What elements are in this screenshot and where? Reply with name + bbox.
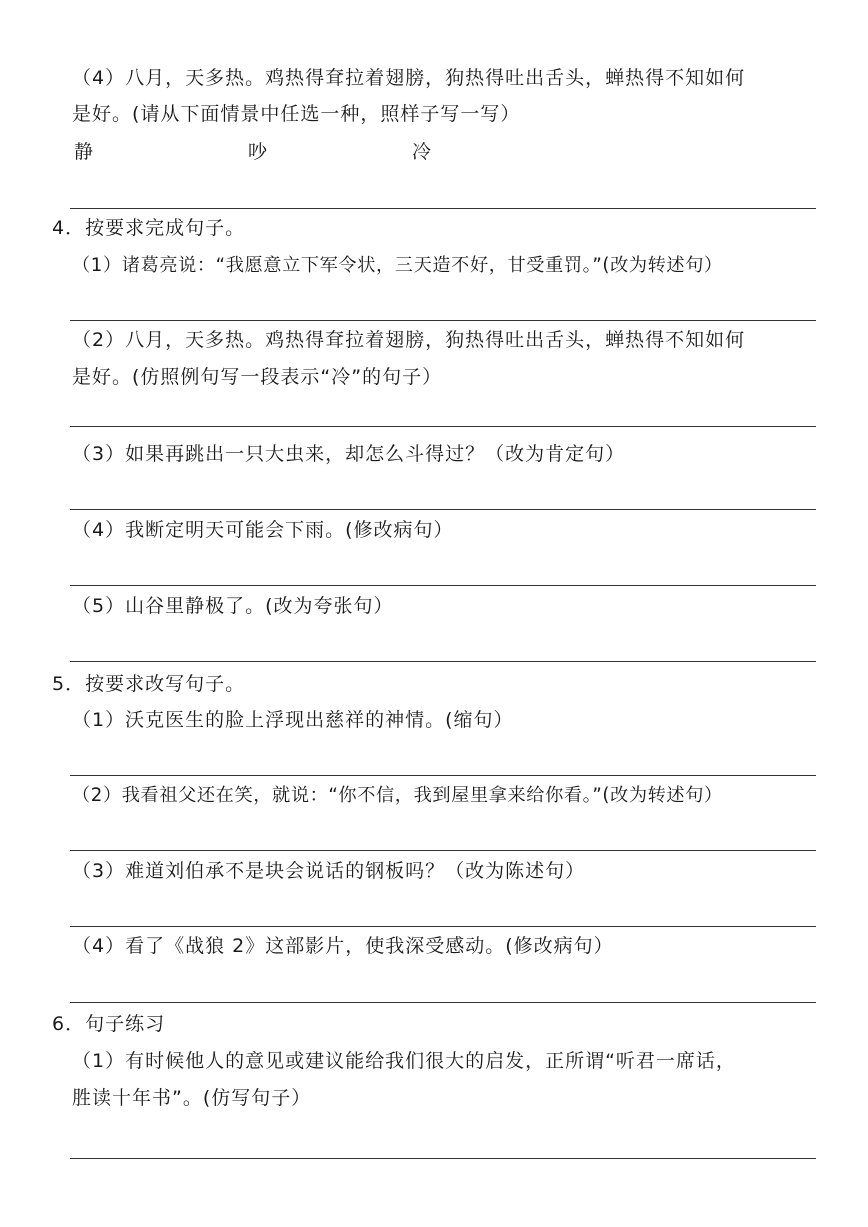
q6-item1-line2: 胜读十年书”。(仿写句子） xyxy=(72,1087,312,1109)
answer-line xyxy=(70,320,816,321)
q3-choice-cold: 冷 xyxy=(412,141,433,163)
q4-title: 4．按要求完成句子。 xyxy=(52,217,246,239)
q4-item5: （5）山谷里静极了。(改为夸张句） xyxy=(72,595,394,617)
q3-choice-noisy: 吵 xyxy=(248,141,269,163)
q5-item2: （2）我看祖父还在笑，就说：“你不信，我到屋里拿来给你看。”(改为转述句） xyxy=(72,785,723,806)
q4-item2-line2: 是好。(仿照例句写一段表示“冷”的句子） xyxy=(72,366,443,388)
q5-item4: （4）看了《战狼 2》这部影片，使我深受感动。(修改病句） xyxy=(72,935,614,957)
q4-item4: （4）我断定明天可能会下雨。(修改病句） xyxy=(72,519,454,541)
answer-line xyxy=(70,426,816,427)
answer-line xyxy=(70,775,816,776)
answer-line xyxy=(70,1158,816,1159)
q3-item4-line1: （4）八月，天多热。鸡热得耷拉着翅膀，狗热得吐出舌头，蝉热得不知如何 xyxy=(72,67,746,89)
q6-title: 6．句子练习 xyxy=(52,1013,166,1035)
answer-line xyxy=(70,208,816,209)
q4-item2-line1: （2）八月，天多热。鸡热得耷拉着翅膀，狗热得吐出舌头，蝉热得不知如何 xyxy=(72,329,746,351)
q4-item1: （1）诸葛亮说：“我愿意立下军令状，三天造不好，甘受重罚。”(改为转述句） xyxy=(72,255,723,276)
answer-line xyxy=(70,926,816,927)
q5-item3: （3）难道刘伯承不是块会说话的钢板吗？（改为陈述句） xyxy=(72,860,586,882)
q6-item1-line1: （1）有时候他人的意见或建议能给我们很大的启发，正所谓“听君一席话， xyxy=(72,1050,736,1072)
q3-choice-quiet: 静 xyxy=(74,141,95,163)
answer-line xyxy=(70,661,816,662)
answer-line xyxy=(70,850,816,851)
answer-line xyxy=(70,509,816,510)
q5-title: 5．按要求改写句子。 xyxy=(52,673,246,695)
q4-item3: （3）如果再跳出一只大虫来，却怎么斗得过？（改为肯定句） xyxy=(72,443,626,465)
q5-item1: （1）沃克医生的脸上浮现出慈祥的神情。(缩句） xyxy=(72,709,514,731)
answer-line xyxy=(70,1002,816,1003)
q3-item4-line2: 是好。(请从下面情景中任选一种，照样子写一写） xyxy=(72,103,521,125)
answer-line xyxy=(70,585,816,586)
